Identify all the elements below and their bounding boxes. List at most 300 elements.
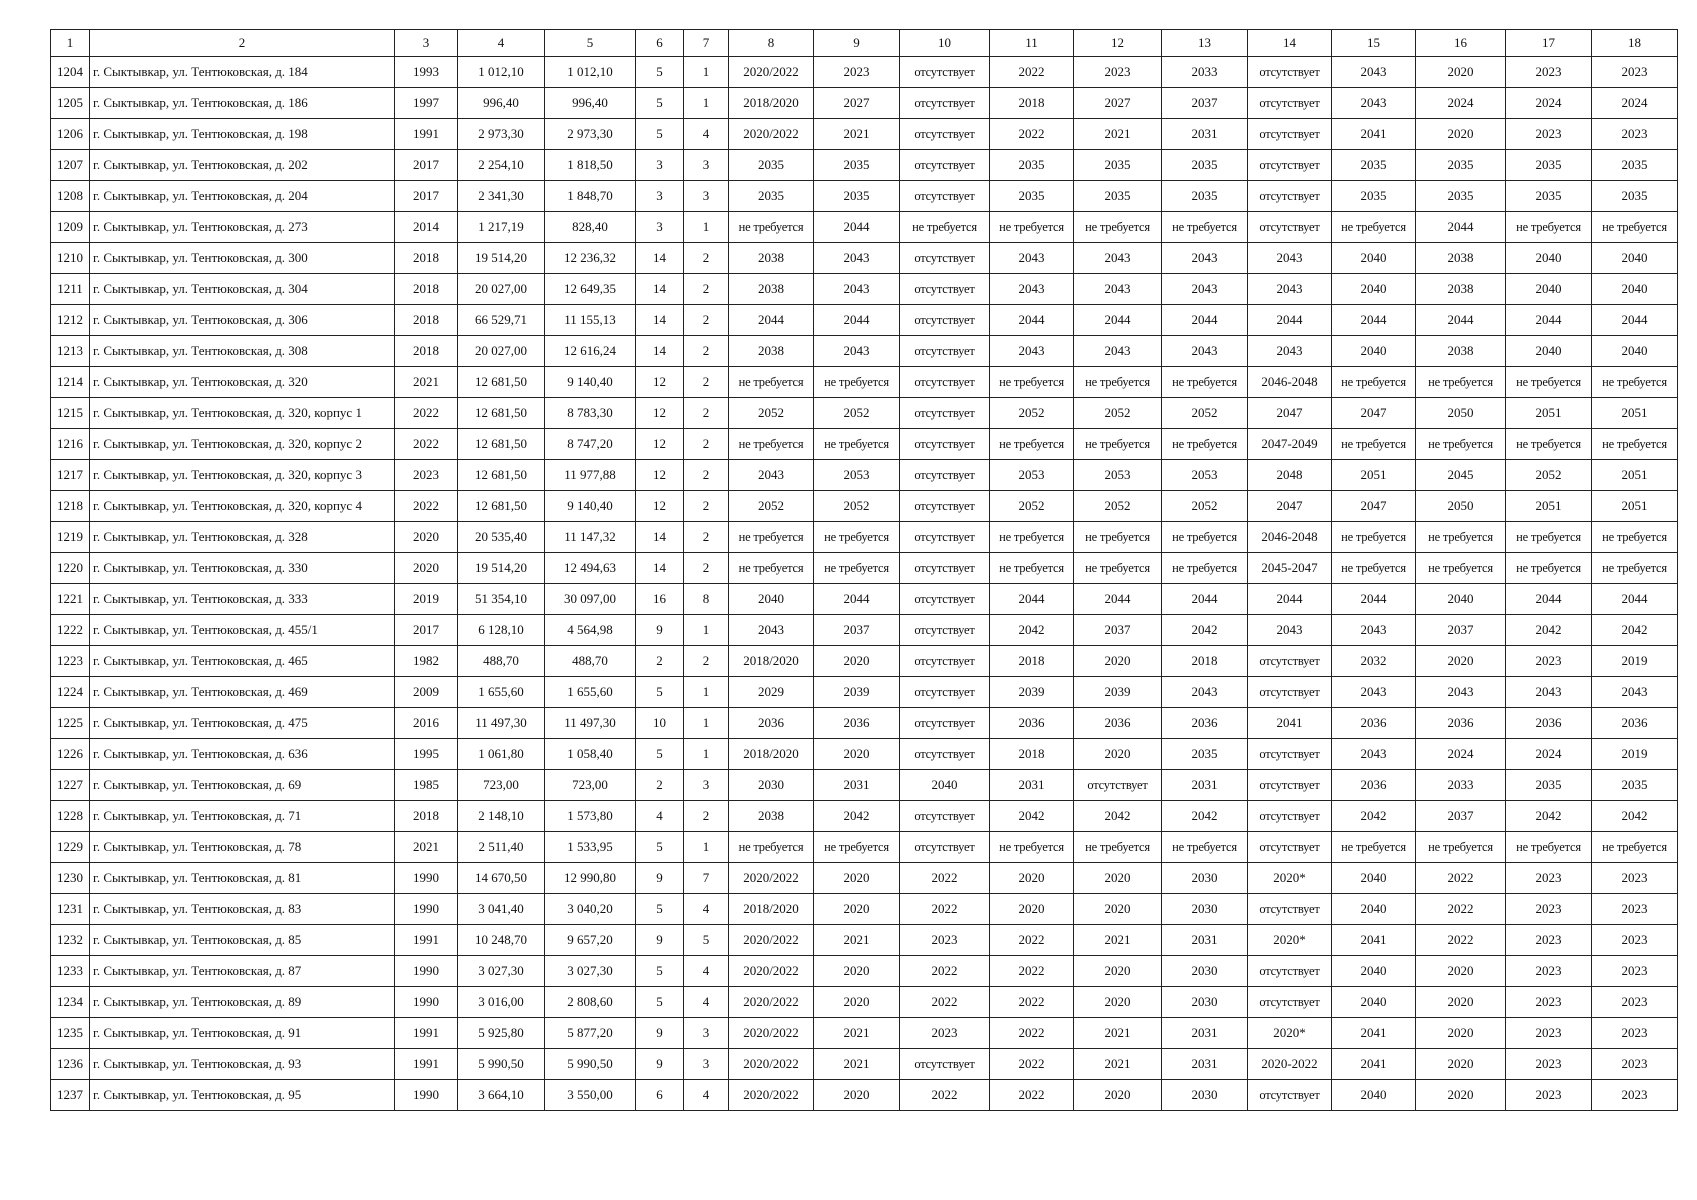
table-row — [51, 88, 1678, 119]
table-cell: 2044 — [1332, 305, 1416, 336]
row-number-cell: 1219 — [51, 522, 90, 553]
table-cell: 2 — [684, 305, 729, 336]
table-cell: отсутствует — [1248, 88, 1332, 119]
table-cell: не требуется — [1592, 522, 1678, 553]
address-cell: г. Сыктывкар, ул. Тентюковская, д. 273 — [90, 212, 395, 243]
table-cell: 3 — [636, 150, 684, 181]
table-cell: 2035 — [1074, 150, 1162, 181]
table-cell: 2022 — [900, 863, 990, 894]
column-header-5: 5 — [545, 30, 636, 57]
table-cell: 5 — [636, 894, 684, 925]
table-cell: 2038 — [1416, 336, 1506, 367]
table-cell: 2020 — [1074, 646, 1162, 677]
table-body — [51, 57, 1678, 1111]
row-number-cell: 1212 — [51, 305, 90, 336]
table-cell: 2018 — [990, 646, 1074, 677]
table-cell: 2040 — [1506, 336, 1592, 367]
table-cell: 2021 — [814, 119, 900, 150]
table-cell: 2023 — [814, 57, 900, 88]
table-cell: 2018/2020 — [729, 88, 814, 119]
table-cell: 2036 — [1074, 708, 1162, 739]
table-cell: 2035 — [1506, 150, 1592, 181]
table-cell: 2043 — [990, 274, 1074, 305]
table-cell: 2 511,40 — [458, 832, 545, 863]
table-cell: не требуется — [1416, 429, 1506, 460]
table-cell: 2023 — [1506, 925, 1592, 956]
table-cell: 2031 — [1162, 1049, 1248, 1080]
table-cell: 723,00 — [458, 770, 545, 801]
table-cell: 2053 — [814, 460, 900, 491]
row-number-cell: 1226 — [51, 739, 90, 770]
table-cell: отсутствует — [1248, 646, 1332, 677]
table-cell: 1 — [684, 88, 729, 119]
table-cell: 3 664,10 — [458, 1080, 545, 1111]
table-cell: отсутствует — [900, 119, 990, 150]
table-cell: 14 — [636, 305, 684, 336]
table-cell: 2043 — [729, 460, 814, 491]
table-cell: 2043 — [1074, 243, 1162, 274]
table-cell: 2036 — [1162, 708, 1248, 739]
table-cell: 1 655,60 — [545, 677, 636, 708]
table-cell: 2052 — [1074, 491, 1162, 522]
table-cell: 996,40 — [458, 88, 545, 119]
row-number-cell: 1223 — [51, 646, 90, 677]
table-cell: отсутствует — [900, 708, 990, 739]
table-cell: 5 — [636, 832, 684, 863]
table-cell: не требуется — [1162, 367, 1248, 398]
table-cell: не требуется — [1332, 212, 1416, 243]
table-cell: 2017 — [395, 181, 458, 212]
table-cell: 2044 — [1162, 305, 1248, 336]
table-cell: 2042 — [1592, 615, 1678, 646]
table-cell: 2044 — [1332, 584, 1416, 615]
table-cell: не требуется — [900, 212, 990, 243]
table-cell: 2 973,30 — [545, 119, 636, 150]
table-cell: 9 140,40 — [545, 491, 636, 522]
table-cell: 2044 — [814, 305, 900, 336]
table-cell: 1995 — [395, 739, 458, 770]
table-row — [51, 1080, 1678, 1111]
table-cell: 2 341,30 — [458, 181, 545, 212]
table-cell: 2021 — [814, 1049, 900, 1080]
table-cell: не требуется — [990, 553, 1074, 584]
table-cell: 2035 — [990, 150, 1074, 181]
table-cell: не требуется — [1506, 212, 1592, 243]
table-cell: отсутствует — [900, 181, 990, 212]
table-row — [51, 646, 1678, 677]
table-cell: 12 681,50 — [458, 367, 545, 398]
table-cell: 2021 — [395, 367, 458, 398]
row-number-cell: 1221 — [51, 584, 90, 615]
table-cell: 2046-2048 — [1248, 522, 1332, 553]
table-row — [51, 894, 1678, 925]
table-cell: 2033 — [1162, 57, 1248, 88]
address-cell: г. Сыктывкар, ул. Тентюковская, д. 78 — [90, 832, 395, 863]
address-cell: г. Сыктывкар, ул. Тентюковская, д. 95 — [90, 1080, 395, 1111]
table-cell: 2052 — [1162, 398, 1248, 429]
table-cell: 2019 — [395, 584, 458, 615]
table-cell: 1 573,80 — [545, 801, 636, 832]
table-cell: 2023 — [1592, 925, 1678, 956]
table-cell: 2020 — [1416, 956, 1506, 987]
table-cell: 2042 — [1592, 801, 1678, 832]
table-cell: 2037 — [814, 615, 900, 646]
table-cell: 14 — [636, 522, 684, 553]
table-cell: отсутствует — [1248, 119, 1332, 150]
table-cell: 2044 — [1248, 305, 1332, 336]
table-cell: 2032 — [1332, 646, 1416, 677]
table-cell: 2018 — [395, 274, 458, 305]
table-cell: 11 977,88 — [545, 460, 636, 491]
table-cell: 2 — [684, 243, 729, 274]
table-cell: 2018/2020 — [729, 894, 814, 925]
table-cell: 2021 — [1074, 1049, 1162, 1080]
table-cell: не требуется — [729, 212, 814, 243]
address-cell: г. Сыктывкар, ул. Тентюковская, д. 320 — [90, 367, 395, 398]
table-cell: отсутствует — [900, 150, 990, 181]
table-cell: 1991 — [395, 925, 458, 956]
table-cell: 2035 — [814, 150, 900, 181]
table-cell: 20 027,00 — [458, 336, 545, 367]
table-cell: не требуется — [990, 429, 1074, 460]
table-cell: 12 — [636, 367, 684, 398]
table-cell: 3 — [684, 1018, 729, 1049]
table-cell: отсутствует — [900, 646, 990, 677]
table-cell: отсутствует — [1248, 739, 1332, 770]
table-cell: отсутствует — [900, 460, 990, 491]
table-cell: 14 — [636, 274, 684, 305]
table-row — [51, 491, 1678, 522]
table-cell: отсутствует — [900, 398, 990, 429]
table-cell: 1991 — [395, 1018, 458, 1049]
table-row — [51, 708, 1678, 739]
table-row — [51, 584, 1678, 615]
table-cell: 2040 — [1416, 584, 1506, 615]
address-cell: г. Сыктывкар, ул. Тентюковская, д. 184 — [90, 57, 395, 88]
column-header-15: 15 — [1332, 30, 1416, 57]
table-cell: 2023 — [1506, 1018, 1592, 1049]
table-cell: 4 564,98 — [545, 615, 636, 646]
table-cell: 11 497,30 — [545, 708, 636, 739]
table-cell: отсутствует — [900, 243, 990, 274]
table-cell: 12 649,35 — [545, 274, 636, 305]
table-cell: 2040 — [1332, 894, 1416, 925]
column-header-17: 17 — [1506, 30, 1592, 57]
table-cell: 12 681,50 — [458, 491, 545, 522]
table-cell: 1 818,50 — [545, 150, 636, 181]
table-cell: 2040 — [1506, 274, 1592, 305]
table-cell: 1 655,60 — [458, 677, 545, 708]
table-cell: не требуется — [1506, 553, 1592, 584]
table-cell: 1 848,70 — [545, 181, 636, 212]
table-cell: 2022 — [990, 1049, 1074, 1080]
table-cell: 1991 — [395, 1049, 458, 1080]
table-cell: 2023 — [900, 925, 990, 956]
table-cell: 2020-2022 — [1248, 1049, 1332, 1080]
table-cell: отсутствует — [900, 429, 990, 460]
table-cell: 2031 — [1162, 925, 1248, 956]
address-cell: г. Сыктывкар, ул. Тентюковская, д. 475 — [90, 708, 395, 739]
table-cell: 2022 — [900, 987, 990, 1018]
table-cell: 2043 — [1248, 336, 1332, 367]
table-cell: 2037 — [1416, 801, 1506, 832]
table-cell: 2 — [684, 646, 729, 677]
table-cell: 2023 — [1506, 119, 1592, 150]
table-cell: 2043 — [1592, 677, 1678, 708]
table-cell: 2 — [684, 336, 729, 367]
table-cell: не требуется — [1416, 832, 1506, 863]
table-cell: 1990 — [395, 1080, 458, 1111]
address-cell: г. Сыктывкар, ул. Тентюковская, д. 320, корпус 3 — [90, 460, 395, 491]
table-cell: 2033 — [1416, 770, 1506, 801]
table-cell: 9 — [636, 615, 684, 646]
table-cell: 2043 — [1332, 677, 1416, 708]
table-cell: 2018 — [990, 88, 1074, 119]
table-cell: 2053 — [1162, 460, 1248, 491]
table-cell: 2023 — [1506, 894, 1592, 925]
table-cell: отсутствует — [1248, 770, 1332, 801]
table-cell: 16 — [636, 584, 684, 615]
table-cell: 2051 — [1592, 460, 1678, 491]
table-cell: 2043 — [1074, 274, 1162, 305]
table-cell: 2038 — [729, 274, 814, 305]
address-cell: г. Сыктывкар, ул. Тентюковская, д. 320, корпус 2 — [90, 429, 395, 460]
table-row — [51, 832, 1678, 863]
address-cell: г. Сыктывкар, ул. Тентюковская, д. 304 — [90, 274, 395, 305]
table-cell: 2 — [684, 367, 729, 398]
table-cell: 12 681,50 — [458, 429, 545, 460]
row-number-cell: 1211 — [51, 274, 90, 305]
table-cell: 3 — [684, 181, 729, 212]
table-cell: не требуется — [1506, 832, 1592, 863]
table-cell: 2038 — [1416, 243, 1506, 274]
address-cell: г. Сыктывкар, ул. Тентюковская, д. 91 — [90, 1018, 395, 1049]
row-number-cell: 1231 — [51, 894, 90, 925]
table-cell: 2052 — [1506, 460, 1592, 491]
column-header-2: 2 — [90, 30, 395, 57]
table-cell: 2023 — [1506, 1049, 1592, 1080]
table-cell: 2043 — [1332, 57, 1416, 88]
address-cell: г. Сыктывкар, ул. Тентюковская, д. 71 — [90, 801, 395, 832]
table-cell: отсутствует — [900, 336, 990, 367]
table-cell: 3 — [684, 150, 729, 181]
table-cell: 2022 — [990, 925, 1074, 956]
table-cell: 1 012,10 — [458, 57, 545, 88]
table-cell: 2035 — [1506, 181, 1592, 212]
table-cell: 2036 — [1592, 708, 1678, 739]
table-cell: 1 — [684, 832, 729, 863]
table-cell: 2016 — [395, 708, 458, 739]
table-cell: 2 — [636, 770, 684, 801]
table-cell: не требуется — [814, 522, 900, 553]
table-cell: 3 — [684, 1049, 729, 1080]
table-cell: 2022 — [395, 398, 458, 429]
table-cell: 2043 — [1332, 739, 1416, 770]
table-cell: 2022 — [990, 119, 1074, 150]
table-cell: 2040 — [1332, 1080, 1416, 1111]
table-row — [51, 398, 1678, 429]
table-cell: 2023 — [1592, 987, 1678, 1018]
table-cell: 2035 — [1416, 181, 1506, 212]
table-cell: 2047 — [1332, 398, 1416, 429]
table-cell: 2023 — [1592, 119, 1678, 150]
table-cell: 2043 — [1248, 274, 1332, 305]
row-number-cell: 1214 — [51, 367, 90, 398]
table-cell: 2030 — [1162, 956, 1248, 987]
table-cell: не требуется — [1074, 832, 1162, 863]
table-cell: 2022 — [990, 1018, 1074, 1049]
table-row — [51, 181, 1678, 212]
column-header-13: 13 — [1162, 30, 1248, 57]
table-cell: 2035 — [814, 181, 900, 212]
row-number-cell: 1224 — [51, 677, 90, 708]
table-cell: не требуется — [1416, 522, 1506, 553]
table-cell: 2042 — [814, 801, 900, 832]
table-cell: 2040 — [729, 584, 814, 615]
column-header-10: 10 — [900, 30, 990, 57]
table-cell: 2022 — [395, 491, 458, 522]
address-cell: г. Сыктывкар, ул. Тентюковская, д. 87 — [90, 956, 395, 987]
table-cell: 14 — [636, 243, 684, 274]
table-cell: 2041 — [1332, 1018, 1416, 1049]
table-cell: 2023 — [1592, 1049, 1678, 1080]
table-cell: 2036 — [729, 708, 814, 739]
table-cell: 2022 — [900, 956, 990, 987]
table-cell: 2023 — [1506, 956, 1592, 987]
table-cell: 2020 — [1416, 119, 1506, 150]
table-cell: 2043 — [1506, 677, 1592, 708]
table-cell: отсутствует — [900, 739, 990, 770]
table-cell: не требуется — [814, 367, 900, 398]
table-cell: 1 012,10 — [545, 57, 636, 88]
table-cell: 66 529,71 — [458, 305, 545, 336]
table-cell: 19 514,20 — [458, 553, 545, 584]
table-cell: 2031 — [1162, 1018, 1248, 1049]
table-cell: 2035 — [1592, 181, 1678, 212]
table-cell: 2041 — [1248, 708, 1332, 739]
address-cell: г. Сыктывкар, ул. Тентюковская, д. 333 — [90, 584, 395, 615]
table-cell: 2052 — [729, 491, 814, 522]
table-cell: 2043 — [814, 274, 900, 305]
table-cell: 2020 — [814, 863, 900, 894]
column-header-6: 6 — [636, 30, 684, 57]
table-cell: 4 — [684, 956, 729, 987]
table-cell: не требуется — [1332, 522, 1416, 553]
table-cell: отсутствует — [1248, 801, 1332, 832]
table-cell: 2024 — [1506, 739, 1592, 770]
table-cell: отсутствует — [1248, 987, 1332, 1018]
table-cell: 1 — [684, 212, 729, 243]
table-cell: отсутствует — [900, 522, 990, 553]
table-cell: 2043 — [1074, 336, 1162, 367]
table-cell: 5 — [636, 739, 684, 770]
table-cell: 2022 — [990, 987, 1074, 1018]
table-cell: 2035 — [1592, 770, 1678, 801]
table-cell: 2023 — [900, 1018, 990, 1049]
column-header-3: 3 — [395, 30, 458, 57]
column-header-4: 4 — [458, 30, 545, 57]
table-cell: 2043 — [1248, 243, 1332, 274]
table-cell: 2040 — [1592, 274, 1678, 305]
table-cell: 9 — [636, 1049, 684, 1080]
table-cell: 2050 — [1416, 491, 1506, 522]
table-cell: 488,70 — [458, 646, 545, 677]
table-row — [51, 336, 1678, 367]
table-cell: 2022 — [1416, 863, 1506, 894]
table-cell: не требуется — [729, 522, 814, 553]
table-cell: 2022 — [1416, 894, 1506, 925]
table-cell: 2022 — [900, 894, 990, 925]
table-cell: отсутствует — [900, 1049, 990, 1080]
row-number-cell: 1204 — [51, 57, 90, 88]
address-cell: г. Сыктывкар, ул. Тентюковская, д. 469 — [90, 677, 395, 708]
table-cell: 2035 — [1074, 181, 1162, 212]
table-cell: 2 — [684, 460, 729, 491]
table-cell: 1982 — [395, 646, 458, 677]
table-cell: отсутствует — [1248, 1080, 1332, 1111]
table-cell: 2042 — [1506, 801, 1592, 832]
table-cell: 6 128,10 — [458, 615, 545, 646]
table-cell: 51 354,10 — [458, 584, 545, 615]
table-cell: не требуется — [1506, 429, 1592, 460]
table-cell: не требуется — [1506, 367, 1592, 398]
table-cell: 2043 — [729, 615, 814, 646]
table-cell: 2035 — [1416, 150, 1506, 181]
table-cell: 2053 — [1074, 460, 1162, 491]
table-row — [51, 429, 1678, 460]
table-cell: 2044 — [814, 584, 900, 615]
table-cell: 12 — [636, 491, 684, 522]
table-cell: 2018 — [395, 243, 458, 274]
table-cell: 3 041,40 — [458, 894, 545, 925]
table-cell: 3 — [684, 770, 729, 801]
table-cell: не требуется — [1332, 553, 1416, 584]
table-cell: 2 — [684, 491, 729, 522]
table-cell: 2043 — [1332, 88, 1416, 119]
table-cell: 3 027,30 — [545, 956, 636, 987]
table-cell: 2035 — [729, 150, 814, 181]
table-cell: 2035 — [1592, 150, 1678, 181]
table-header — [51, 30, 1678, 57]
table-cell: 2044 — [1506, 584, 1592, 615]
row-number-cell: 1208 — [51, 181, 90, 212]
table-row — [51, 615, 1678, 646]
table-row — [51, 801, 1678, 832]
table-cell: 2009 — [395, 677, 458, 708]
table-cell: 2020 — [990, 894, 1074, 925]
table-cell: 5 877,20 — [545, 1018, 636, 1049]
table-row — [51, 150, 1678, 181]
table-cell: 9 — [636, 863, 684, 894]
table-cell: 2038 — [729, 336, 814, 367]
table-cell: 12 681,50 — [458, 398, 545, 429]
column-header-14: 14 — [1248, 30, 1332, 57]
table-cell: 2020 — [1416, 646, 1506, 677]
table-cell: 7 — [684, 863, 729, 894]
table-row — [51, 739, 1678, 770]
table-cell: 2024 — [1592, 88, 1678, 119]
table-row — [51, 677, 1678, 708]
table-cell: 2021 — [814, 925, 900, 956]
table-cell: 2052 — [814, 491, 900, 522]
table-cell: 2052 — [1162, 491, 1248, 522]
table-cell: 9 — [636, 1018, 684, 1049]
table-cell: 5 — [636, 677, 684, 708]
column-header-11: 11 — [990, 30, 1074, 57]
table-row — [51, 553, 1678, 584]
table-cell: 2022 — [990, 956, 1074, 987]
table-cell: 2039 — [990, 677, 1074, 708]
